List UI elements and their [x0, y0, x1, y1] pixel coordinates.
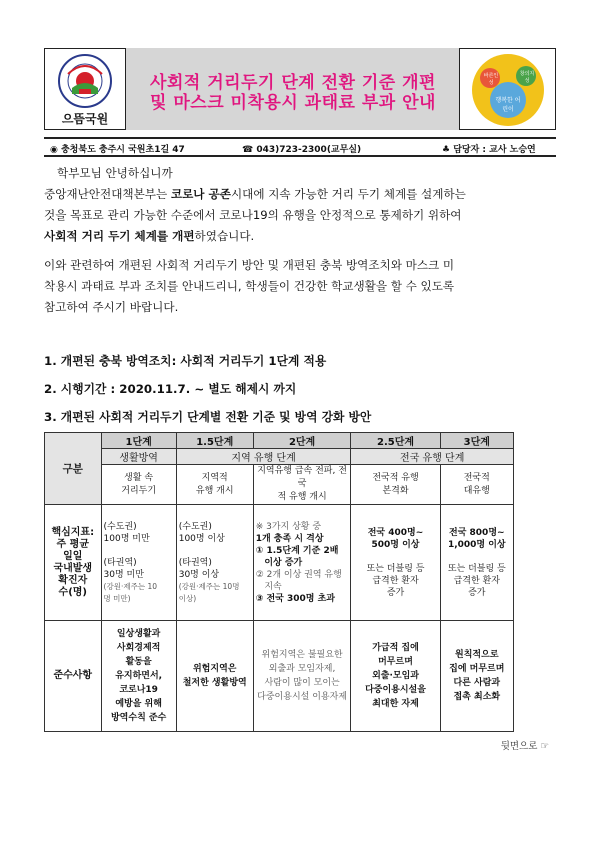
metric-stage-2-5: 전국 400명~ 500명 이상 또는 더블링 등 급격한 환자 증가: [351, 505, 440, 621]
stage-2-5-description: 전국적 유행 본격화: [351, 465, 440, 505]
motto-word-3: 행복한 어린이: [495, 97, 521, 113]
table-row: [45, 621, 514, 732]
group-life-prevention: 생활방역: [101, 449, 176, 465]
rules-stage-2: 위험지역은 불필요한 외출과 모임자제, 사람이 많이 모이는 다중이용시설 이용자제: [253, 621, 351, 732]
section-1-heading: 1. 개편된 충북 방역조치: 사회적 거리두기 1단계 적용: [44, 354, 327, 368]
metric-stage-3: 전국 800명~ 1,000명 이상 또는 더블링 등 급격한 환자 증가: [440, 505, 513, 621]
stage-1-5-header: 1.5단계: [176, 433, 253, 449]
greeting: 학부모님 안녕하십니까: [57, 166, 173, 180]
school-name: 으뜸국원: [61, 112, 109, 126]
intro-paragraph-1-line-2: 것을 목표로 관리 가능한 수준에서 코로나19의 유행을 안정적으로 통제하기 위하여: [44, 208, 462, 222]
rules-stage-3: 원칙적으로 집에 머무르며 다른 사람과 접촉 최소화: [440, 621, 513, 732]
table-row: [45, 449, 514, 465]
group-national: 전국 유행 단계: [351, 449, 514, 465]
title-banner: [126, 48, 460, 130]
contact-person: ♣ 담당자 : 교사 노승연: [442, 145, 536, 155]
intro-paragraph-2-line-1: 이와 관련하여 개편된 사회적 거리두기 방안 및 개편된 충북 방역조치와 마스크 미: [44, 258, 455, 272]
rules-label: 준수사항: [45, 621, 102, 732]
motto-word-1: 바른인성: [483, 73, 499, 86]
group-regional: 지역 유행 단계: [176, 449, 351, 465]
intro-paragraph-2-line-2: 착용시 과태료 부과 조치를 안내드리니, 학생들이 건강한 학교생활을 할 수 있도록: [44, 279, 455, 293]
rules-stage-2-5: 가급적 집에 머무르며 외출·모임과 다중이용시설을 최대한 자제: [351, 621, 440, 732]
title-line-2: 및 마스크 미착용시 과태료 부과 안내: [150, 93, 436, 113]
table-row: [45, 465, 514, 505]
metric-stage-1-5: (수도권) 100명 이상 (타권역) 30명 이상 (강원·제주는 10명 이상): [176, 505, 253, 621]
school-logo-area: [44, 48, 126, 130]
title-line-1: 사회적 거리두기 단계 전환 기준 개편: [150, 73, 436, 93]
stage-2-description: 지역유행 급속 전파, 전국 적 유행 개시: [253, 465, 351, 505]
section-2-heading: 2. 시행기간 : 2020.11.7. ~ 별도 해제시 까지: [44, 382, 297, 396]
table-row: [45, 433, 514, 449]
stage-3-header: 3단계: [440, 433, 513, 449]
section-3-heading: 3. 개편된 사회적 거리두기 단계별 전환 기준 및 방역 강화 방안: [44, 410, 372, 424]
motto-word-2: 창의지성: [519, 71, 535, 84]
table-header-gubun: 구분: [45, 433, 102, 505]
stage-1-description: 생활 속 거리두기: [101, 465, 176, 505]
stage-2-5-header: 2.5단계: [351, 433, 440, 449]
table-row: [45, 505, 514, 621]
metric-stage-1: (수도권) 100명 미만 (타권역) 30명 미만 (강원·제주는 10 명 미만): [101, 505, 176, 621]
stage-2-header: 2단계: [253, 433, 351, 449]
school-seal-logo: [58, 54, 112, 108]
next-page-note: 뒷면으로 ☞: [500, 741, 549, 752]
school-address: ◉ 충청북도 충주시 국원초1길 47: [50, 145, 185, 155]
stage-3-description: 전국적 대유행: [440, 465, 513, 505]
intro-paragraph-2-line-3: 참고하여 주시기 바랍니다.: [44, 300, 179, 314]
distancing-stage-table: [44, 432, 514, 732]
rules-stage-1: 일상생활과 사회경제적 활동을 유지하면서, 코로나19 예방을 위해 방역수칙 준수: [101, 621, 176, 732]
contact-bar: [44, 137, 556, 157]
intro-paragraph-1-line-3: 사회적 거리 두기 체계를 개편하였습니다.: [44, 229, 255, 243]
metric-stage-2: ※ 3가지 상황 중 1개 충족 시 격상 ① 1.5단계 기준 2배 이상 증가 ② 2개 이상 권역 유행 지속 ③ 전국 300명 초과: [253, 505, 351, 621]
school-motto-emblem: [460, 48, 556, 130]
rules-stage-1-5: 위험지역은 철저한 생활방역: [176, 621, 253, 732]
intro-paragraph-1-line-1: 중앙재난안전대책본부는 코로나 공존시대에 지속 가능한 거리 두기 체계를 설계하는: [44, 187, 466, 201]
stage-1-5-description: 지역적 유행 개시: [176, 465, 253, 505]
metric-label: 핵심지표: 주 평균 일일 국내발생 확진자 수(명): [45, 505, 102, 621]
stage-1-header: 1단계: [101, 433, 176, 449]
school-phone: ☎ 043)723-2300(교무실): [242, 145, 362, 155]
